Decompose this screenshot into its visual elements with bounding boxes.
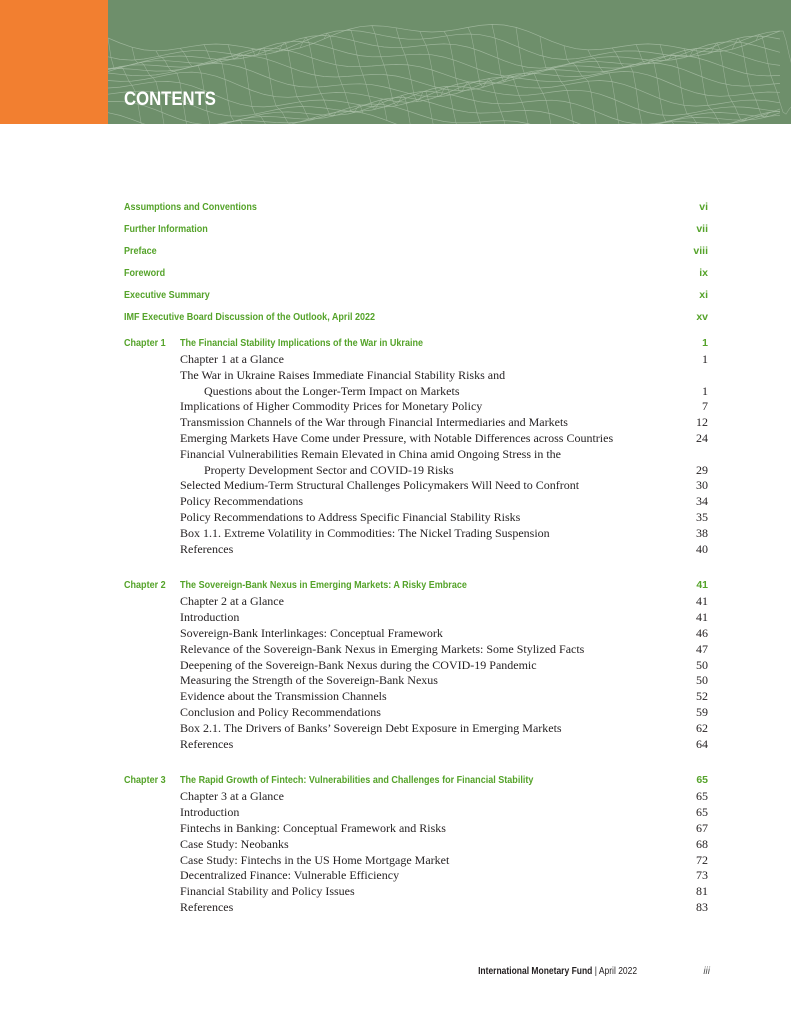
toc-section-entry[interactable]: [180, 525, 708, 541]
toc-entry-title: IMF Executive Board Discussion of the Outlook, April 2022: [124, 311, 376, 323]
toc-section-entry[interactable]: [180, 836, 708, 852]
toc-section-page: 24: [696, 431, 708, 445]
page-number: iii: [703, 966, 710, 977]
toc-chapter-title: The Rapid Growth of Fintech: Vulnerabilities and Challenges for Financial Stability: [180, 774, 534, 787]
toc-section-page: 65: [696, 805, 708, 820]
toc-section-page: 12: [696, 415, 708, 430]
toc-front-matter-entry[interactable]: [124, 267, 708, 283]
toc-section-page: 72: [696, 852, 708, 867]
toc-section-entry[interactable]: [180, 414, 708, 430]
toc-chapter-number: Chapter 1: [124, 337, 166, 349]
mesh-line: [708, 43, 747, 121]
toc-section-title: Questions about the Longer-Term Impact on Markets: [204, 383, 460, 398]
footer-organization: International Monetary Fund: [477, 966, 593, 977]
toc-section-page: 50: [696, 657, 708, 672]
toc-section-entry[interactable]: [180, 367, 708, 383]
toc-section-page: 46: [696, 626, 708, 640]
toc-section-title: Case Study: Fintechs in the US Home Mortgage Market: [180, 852, 450, 867]
toc-section-title: Deepening of the Sovereign-Bank Nexus during the COVID-19 Pandemic: [180, 657, 537, 672]
toc-chapter-page: 65: [696, 774, 708, 787]
toc-section-entry[interactable]: [180, 736, 708, 752]
toc-section-entry[interactable]: [180, 788, 708, 804]
toc-section-title: Box 2.1. The Drivers of Banks’ Sovereign Debt Exposure in Emerging Markets: [180, 720, 562, 735]
toc-section-entry[interactable]: [180, 351, 708, 367]
toc-section-page: 73: [696, 868, 708, 883]
mesh-line: [636, 45, 675, 125]
toc-section-page: 59: [696, 705, 708, 719]
page-title: CONTENTS: [124, 89, 216, 110]
toc-section-title: References: [180, 541, 234, 556]
toc-front-matter-entry[interactable]: [124, 201, 708, 217]
toc-entry-title: Further Information: [124, 223, 208, 235]
toc-section-title: Chapter 3 at a Glance: [180, 789, 284, 804]
toc-section-page: 38: [696, 525, 708, 540]
page-header-banner: [0, 0, 791, 124]
mesh-line: [444, 31, 483, 124]
toc-section-page: 67: [696, 821, 708, 835]
toc-section-entry[interactable]: [180, 688, 708, 704]
toc-section-page: 30: [696, 478, 708, 493]
toc-section-entry[interactable]: [180, 657, 708, 673]
toc-front-matter-entry[interactable]: [124, 289, 708, 305]
toc-section-title: Implications of Higher Commodity Prices for Monetary Policy: [180, 399, 483, 414]
toc-section-title: References: [180, 736, 234, 751]
toc-front-matter-entry[interactable]: [124, 245, 708, 261]
toc-section-page: 1: [702, 352, 708, 366]
mesh-line: [588, 50, 627, 124]
toc-chapter-number: Chapter 2: [124, 579, 166, 592]
toc-section-page: 52: [696, 689, 708, 704]
toc-section-entry[interactable]: [180, 509, 708, 525]
toc-section-title: Relevance of the Sovereign-Bank Nexus in Emerging Markets: Some Stylized Facts: [180, 641, 585, 656]
mesh-line: [108, 111, 780, 124]
toc-section-page: 47: [696, 641, 708, 656]
toc-entry-title: Executive Summary: [124, 289, 210, 301]
mesh-line: [108, 55, 780, 90]
mesh-line: [108, 48, 780, 84]
toc-section-title: Measuring the Strength of the Sovereign-Bank Nexus: [180, 673, 438, 688]
toc-section-entry[interactable]: [180, 446, 708, 462]
toc-section-entry[interactable]: [180, 820, 708, 836]
toc-section-title: Policy Recommendations: [180, 494, 303, 509]
toc-section-entry[interactable]: [180, 899, 708, 915]
toc-section-page: 7: [702, 399, 708, 414]
toc-section-title: Financial Vulnerabilities Remain Elevated in China amid Ongoing Stress in the: [180, 446, 561, 461]
toc-section-page: 35: [696, 510, 708, 524]
toc-section-title: Fintechs in Banking: Conceptual Framework and Risks: [180, 821, 446, 835]
toc-chapter-number: Chapter 3: [124, 774, 166, 787]
toc-section-entry[interactable]: [180, 625, 708, 641]
toc-section-title: Evidence about the Transmission Channels: [180, 689, 387, 704]
toc-entry-page: xi: [699, 289, 708, 301]
footer-publication: [478, 966, 637, 977]
toc-section-page: 68: [696, 836, 708, 851]
toc-entry-page: ix: [699, 267, 708, 279]
toc-section-entry[interactable]: [180, 462, 708, 478]
orange-accent-block: [0, 0, 108, 124]
toc-section-title: Introduction: [180, 805, 240, 820]
toc-front-matter-entry[interactable]: [124, 311, 708, 327]
toc-entry-page: vi: [699, 201, 708, 213]
toc-section-page: 29: [696, 462, 708, 477]
mesh-line: [756, 34, 791, 114]
toc-section-title: Introduction: [180, 610, 240, 625]
toc-section-title: Selected Medium-Term Structural Challenges Policymakers Will Need to Confront: [180, 478, 580, 493]
toc-section-page: 40: [696, 541, 708, 556]
mesh-line: [108, 24, 780, 52]
toc-chapter-page: 41: [696, 579, 708, 592]
toc-section-title: Policy Recommendations to Address Specific Financial Stability Risks: [180, 510, 521, 524]
toc-section-entry[interactable]: [180, 383, 708, 399]
toc-section-title: Box 1.1. Extreme Volatility in Commodities: The Nickel Trading Suspension: [180, 525, 550, 540]
mesh-line: [420, 31, 459, 124]
toc-chapter-title: The Sovereign-Bank Nexus in Emerging Markets: A Risky Embrace: [180, 579, 467, 592]
toc-section-entry[interactable]: [180, 852, 708, 868]
toc-section-page: 65: [696, 789, 708, 804]
toc-section-title: Conclusion and Policy Recommendations: [180, 705, 381, 719]
toc-section-entry[interactable]: [180, 493, 708, 509]
toc-chapter-title: The Financial Stability Implications of the War in Ukraine: [180, 337, 424, 349]
toc-entry-page: vii: [696, 223, 708, 235]
toc-section-title: Case Study: Neobanks: [180, 836, 289, 851]
toc-section-title: The War in Ukraine Raises Immediate Financial Stability Risks and: [180, 367, 506, 382]
footer-separator: |: [594, 966, 597, 977]
toc-section-title: Chapter 2 at a Glance: [180, 594, 284, 609]
toc-section-entry[interactable]: [180, 477, 708, 493]
toc-section-title: Emerging Markets Have Come under Pressure, with Notable Differences across Countries: [180, 431, 614, 445]
toc-section-title: Transmission Channels of the War through Financial Intermediaries and Markets: [180, 415, 568, 430]
toc-section-page: 81: [696, 884, 708, 899]
toc-section-page: 41: [696, 594, 708, 609]
toc-section-entry[interactable]: [180, 804, 708, 820]
toc-section-page: 34: [696, 494, 708, 509]
toc-entry-title: Preface: [124, 245, 157, 257]
toc-section-title: Property Development Sector and COVID-19 Risks: [204, 462, 454, 477]
toc-chapter-page: 1: [702, 337, 708, 349]
toc-section-page: 1: [702, 383, 708, 398]
toc-section-title: References: [180, 900, 234, 914]
toc-section-entry[interactable]: [180, 704, 708, 720]
mesh-line: [324, 33, 363, 113]
toc-section-entry[interactable]: [180, 720, 708, 736]
toc-section-page: 64: [696, 736, 708, 751]
toc-entry-page: viii: [693, 245, 708, 257]
toc-section-page: 62: [696, 720, 708, 735]
toc-section-entry[interactable]: [180, 883, 708, 899]
toc-section-title: Sovereign-Bank Interlinkages: Conceptual Framework: [180, 626, 443, 640]
page-footer: [477, 966, 710, 980]
mesh-line: [396, 28, 435, 124]
toc-section-entry[interactable]: [180, 541, 708, 557]
toc-section-page: 50: [696, 673, 708, 688]
toc-section-page: 83: [696, 900, 708, 914]
toc-section-entry[interactable]: [180, 430, 708, 446]
mesh-line: [780, 31, 791, 119]
footer-date: April 2022: [598, 966, 637, 977]
toc-section-entry[interactable]: [180, 398, 708, 414]
mesh-line: [108, 42, 780, 77]
mesh-line: [228, 45, 267, 124]
mesh-line: [276, 42, 315, 120]
toc-section-title: Financial Stability and Policy Issues: [180, 884, 355, 899]
toc-entry-title: Assumptions and Conventions: [124, 201, 257, 213]
toc-section-entry[interactable]: [180, 593, 708, 609]
toc-entry-page: xv: [696, 311, 708, 323]
toc-section-entry[interactable]: [180, 672, 708, 688]
toc-entry-title: Foreword: [124, 267, 166, 279]
toc-section-entry[interactable]: [180, 867, 708, 883]
toc-section-title: Decentralized Finance: Vulnerable Efficiency: [180, 868, 400, 883]
toc-section-page: 41: [696, 610, 708, 625]
toc-section-entry[interactable]: [180, 641, 708, 657]
toc-section-title: Chapter 1 at a Glance: [180, 352, 284, 366]
mesh-line: [132, 47, 171, 124]
toc-front-matter-entry[interactable]: [124, 223, 708, 239]
toc-section-entry[interactable]: [180, 609, 708, 625]
